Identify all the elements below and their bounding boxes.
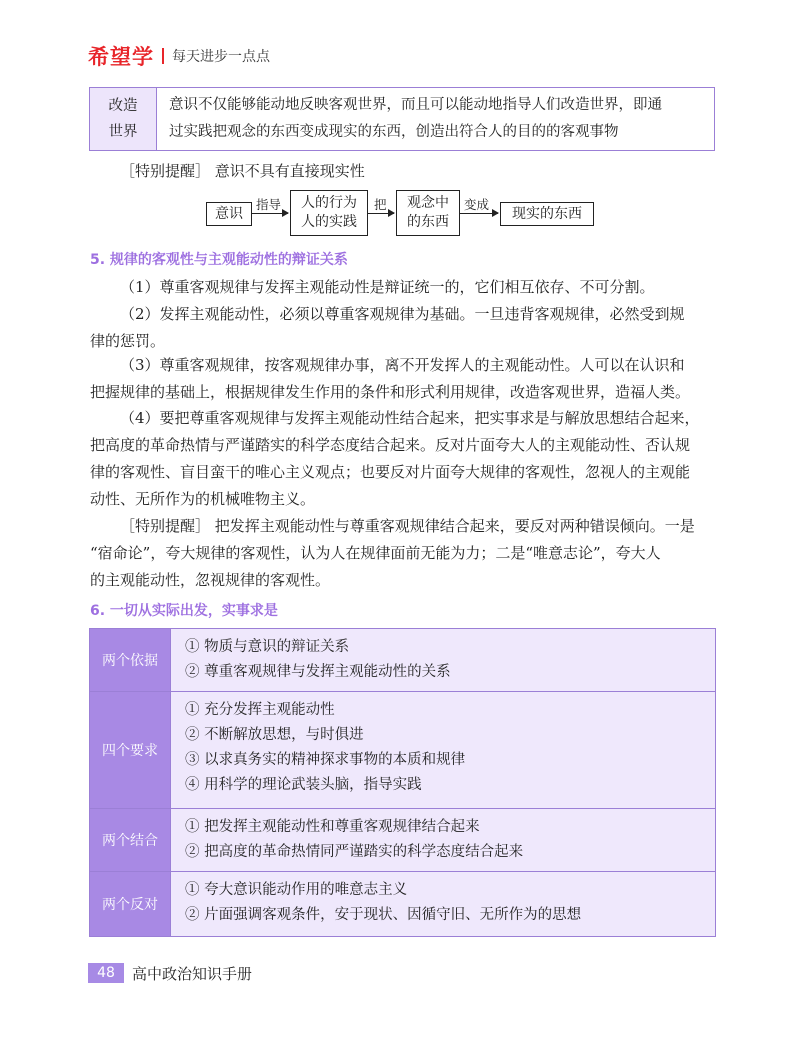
list-item: ① 夸大意识能动作用的唯意志主义: [185, 882, 408, 898]
list-item: ① 充分发挥主观能动性: [185, 702, 335, 718]
flow-box2-line1: 人的行为: [301, 195, 357, 211]
transform-world-table: [89, 87, 715, 151]
practical-principles-table: [89, 628, 716, 937]
table-row: [90, 871, 715, 936]
s5-p4-line2: 把高度的革命热情与严谨踏实的科学态度结合起来。反对片面夸大人的主观能动性、否认规: [90, 436, 691, 454]
flow-box-consciousness: [206, 202, 252, 226]
flow-arrow-1: [252, 213, 288, 214]
page-number: 48: [88, 963, 124, 983]
flow-box4-text: 现实的东西: [512, 205, 582, 222]
section6-title: 6. 一切从实际出发，实事求是: [90, 603, 278, 619]
note2-line2: “宿命论”，夸大规律的客观性，认为人在规律面前无能为力；二是“唯意志论”，夸大人: [90, 544, 661, 562]
flow-box-ideas: [396, 190, 460, 236]
s5-p2-line1: （2）发挥主观能动性，必须以尊重客观规律为基础。一旦违背客观规律，必然受到规: [120, 305, 685, 323]
table-row: [90, 808, 715, 871]
special-note-1: ［特别提醒］ 意识不具有直接现实性: [120, 162, 365, 180]
s5-p4-line1: （4）要把尊重客观规律与发挥主观能动性结合起来，把实事求是与解放思想结合起来，: [120, 409, 700, 427]
list-item: ③ 以求真务实的精神探求事物的本质和规律: [185, 752, 466, 768]
row-label: 两个反对: [90, 872, 171, 936]
consciousness-flow-diagram: [206, 190, 596, 238]
section5-paragraph1: [90, 274, 714, 301]
table-content-cell: [157, 88, 714, 150]
row-label: 四个要求: [90, 692, 171, 808]
table-label-line2: 世界: [108, 124, 138, 140]
table-text-line2: 过实践把观念的东西变成现实的东西，创造出符合人的目的的客观事物: [169, 124, 619, 140]
section5-paragraph2: [90, 301, 714, 355]
header-slogan: 每天进步一点点: [172, 49, 270, 65]
row-items: [171, 692, 715, 808]
brand-logo: 希望学: [88, 45, 154, 69]
note2-line1: ［特别提醒］ 把发挥主观能动性与尊重客观规律结合起来，要反对两种错误倾向。一是: [120, 517, 695, 535]
flow-arrow-2: [368, 213, 394, 214]
book-title: 高中政治知识手册: [132, 964, 253, 983]
flow-arrow-3: [460, 213, 498, 214]
section5-title: 5. 规律的客观性与主观能动性的辩证关系: [90, 252, 348, 268]
flow-label-ba: 把: [374, 197, 387, 212]
flow-box-practice: [290, 190, 368, 236]
flow-box2-line2: 人的实践: [301, 214, 357, 230]
flow-label-become: 变成: [464, 197, 490, 212]
row-items: [171, 872, 715, 936]
section5-paragraph3: [90, 352, 714, 406]
list-item: ② 把高度的革命热情同严谨踏实的科学态度结合起来: [185, 844, 524, 860]
flow-box3-line1: 观念中: [407, 195, 449, 211]
row-label: 两个依据: [90, 629, 171, 691]
section5-paragraph4: [90, 405, 714, 513]
list-item: ② 尊重客观规律与发挥主观能动性的关系: [185, 664, 451, 680]
list-item: ④ 用科学的理论武装头脑，指导实践: [185, 777, 422, 793]
special-note-2: [90, 513, 714, 594]
flow-label-guide: 指导: [256, 197, 282, 212]
flow-box3-line2: 的东西: [407, 214, 449, 230]
page-footer: [88, 962, 252, 984]
header-divider: [162, 48, 164, 64]
list-item: ② 片面强调客观条件，安于现状、因循守旧、无所作为的思想: [185, 907, 582, 923]
row-items: [171, 809, 715, 871]
row-label: 两个结合: [90, 809, 171, 871]
table-label-cell: [90, 88, 157, 150]
s5-p2-line2: 律的惩罚。: [90, 332, 166, 350]
flow-box-reality: [500, 202, 594, 226]
s5-p3-line1: （3）尊重客观规律，按客观规律办事，离不开发挥人的主观能动性。人可以在认识和: [120, 356, 685, 374]
list-item: ② 不断解放思想，与时俱进: [185, 727, 364, 743]
s5-p4-line3: 律的客观性、盲目蛮干的唯心主义观点；也要反对片面夸大规律的客观性，忽视人的主观能: [90, 463, 691, 481]
table-row: [90, 691, 715, 808]
flow-box1-text: 意识: [215, 205, 243, 222]
s5-p4-line4: 动性、无所作为的机械唯物主义。: [90, 490, 316, 508]
s5-p3-line2: 把握规律的基础上，根据规律发生作用的条件和形式利用规律，改造客观世界，造福人类。: [90, 383, 691, 401]
s5-p1-text: （1）尊重客观规律与发挥主观能动性是辩证统一的，它们相互依存、不可分割。: [120, 278, 655, 296]
note2-line3: 的主观能动性，忽视规律的客观性。: [90, 571, 331, 589]
row-items: [171, 629, 715, 691]
list-item: ① 物质与意识的辩证关系: [185, 639, 350, 655]
table-text-line1: 意识不仅能够能动地反映客观世界，而且可以能动地指导人们改造世界，即通: [169, 97, 662, 113]
page-header: [88, 40, 270, 72]
list-item: ① 把发挥主观能动性和尊重客观规律结合起来: [185, 819, 480, 835]
table-label-line1: 改造: [108, 98, 138, 114]
table-row: [90, 629, 715, 691]
